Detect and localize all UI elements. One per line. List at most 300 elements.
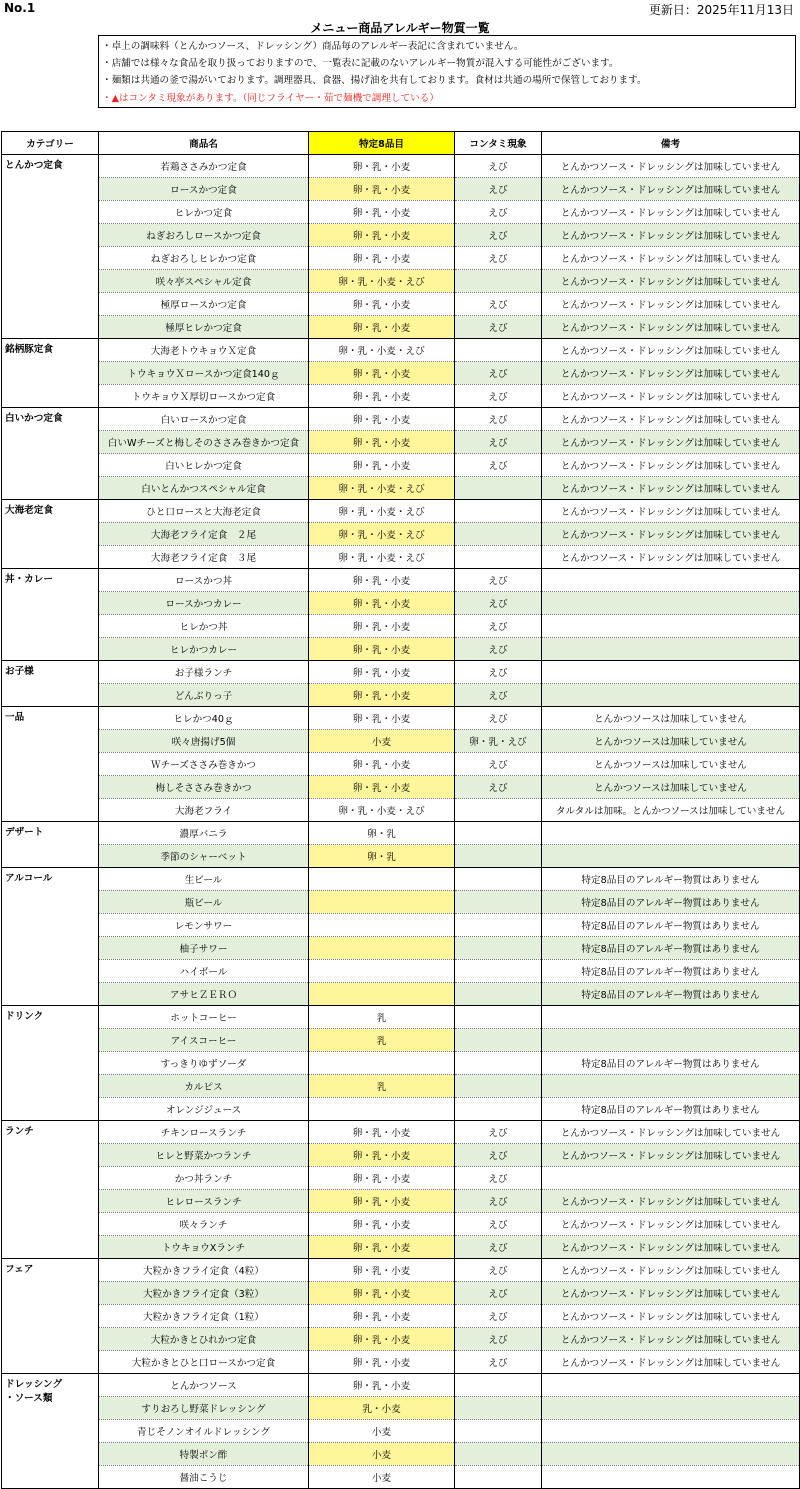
table-row <box>2 270 800 293</box>
item-allergens-cell: 卵・乳・小麦 <box>309 1328 455 1351</box>
table-row <box>2 960 800 983</box>
item-note-cell: とんかつソース・ドレッシングは加味していません <box>542 431 800 454</box>
item-contam-cell <box>455 546 542 569</box>
item-allergens-cell: 卵・乳・小麦 <box>309 224 455 247</box>
item-note-cell: 特定8品目のアレルギー物質はありません <box>542 1098 800 1121</box>
item-allergens-cell <box>309 868 455 891</box>
item-contam-cell: えび <box>455 661 542 684</box>
item-allergens-cell <box>309 937 455 960</box>
item-name-cell: チキンロースランチ <box>99 1121 309 1144</box>
item-contam-cell <box>455 1466 542 1489</box>
item-name-cell: 青じそノンオイルドレッシング <box>99 1420 309 1443</box>
item-note-cell <box>542 615 800 638</box>
table-row <box>2 316 800 339</box>
item-note-cell: とんかつソース・ドレッシングは加味していません <box>542 1236 800 1259</box>
table-row <box>2 638 800 661</box>
item-allergens-cell <box>309 891 455 914</box>
table-row <box>2 799 800 822</box>
table-row <box>2 1144 800 1167</box>
item-note-cell <box>542 661 800 684</box>
item-allergens-cell: 卵・乳・小麦 <box>309 776 455 799</box>
item-note-cell <box>542 1167 800 1190</box>
item-name-cell: 大粒かきフライ定食（4粒） <box>99 1259 309 1282</box>
item-note-cell: とんかつソースは加味していません <box>542 753 800 776</box>
item-name-cell: オレンジジュース <box>99 1098 309 1121</box>
item-contam-cell: えび <box>455 592 542 615</box>
item-note-cell: とんかつソース・ドレッシングは加味していません <box>542 1282 800 1305</box>
item-contam-cell <box>455 1374 542 1397</box>
table-row <box>2 1190 800 1213</box>
item-contam-cell: えび <box>455 362 542 385</box>
item-allergens-cell: 卵・乳・小麦・えび <box>309 477 455 500</box>
item-name-cell: トウキョウXランチ <box>99 1236 309 1259</box>
item-contam-cell <box>455 270 542 293</box>
item-contam-cell <box>455 1006 542 1029</box>
item-name-cell: ヒレと野菜かつランチ <box>99 1144 309 1167</box>
item-contam-cell: えび <box>455 178 542 201</box>
item-contam-cell <box>455 1075 542 1098</box>
table-row <box>2 615 800 638</box>
category-cell: 銘柄豚定食 <box>2 339 99 408</box>
item-allergens-cell: 卵・乳・小麦 <box>309 155 455 178</box>
item-contam-cell: えび <box>455 1282 542 1305</box>
item-allergens-cell: 卵・乳・小麦 <box>309 1236 455 1259</box>
item-allergens-cell: 卵・乳・小麦・えび <box>309 523 455 546</box>
category-cell: とんかつ定食 <box>2 155 99 339</box>
table-row <box>2 707 800 730</box>
item-name-cell: どんぶりっ子 <box>99 684 309 707</box>
item-allergens-cell <box>309 1052 455 1075</box>
item-contam-cell <box>455 799 542 822</box>
item-name-cell: ヒレかつカレー <box>99 638 309 661</box>
item-name-cell: ハイボール <box>99 960 309 983</box>
table-row <box>2 1351 800 1374</box>
item-note-cell: とんかつソース・ドレッシングは加味していません <box>542 247 800 270</box>
item-contam-cell <box>455 1420 542 1443</box>
item-allergens-cell: 卵・乳・小麦 <box>309 247 455 270</box>
item-contam-cell: えび <box>455 1144 542 1167</box>
item-note-cell: とんかつソース・ドレッシングは加味していません <box>542 1190 800 1213</box>
table-row <box>2 891 800 914</box>
table-row <box>2 592 800 615</box>
item-allergens-cell: 卵・乳・小麦 <box>309 661 455 684</box>
item-contam-cell: えび <box>455 753 542 776</box>
item-name-cell: アサヒＺＥＲＯ <box>99 983 309 1006</box>
item-note-cell: とんかつソース・ドレッシングは加味していません <box>542 1351 800 1374</box>
item-contam-cell: えび <box>455 224 542 247</box>
item-note-cell: 特定8品目のアレルギー物質はありません <box>542 983 800 1006</box>
item-name-cell: ロースかつ定食 <box>99 178 309 201</box>
item-note-cell: 特定8品目のアレルギー物質はありません <box>542 1052 800 1075</box>
item-note-cell: とんかつソース・ドレッシングは加味していません <box>542 155 800 178</box>
item-allergens-cell: 卵・乳・小麦 <box>309 1167 455 1190</box>
item-note-cell <box>542 1443 800 1466</box>
item-contam-cell <box>455 914 542 937</box>
item-contam-cell: えび <box>455 431 542 454</box>
item-name-cell: 咲々ランチ <box>99 1213 309 1236</box>
item-allergens-cell: 卵・乳・小麦 <box>309 1144 455 1167</box>
item-note-cell <box>542 1466 800 1489</box>
table-row <box>2 1282 800 1305</box>
table-row <box>2 822 800 845</box>
table-row <box>2 914 800 937</box>
item-name-cell: すりおろし野菜ドレッシング <box>99 1397 309 1420</box>
table-row <box>2 753 800 776</box>
item-contam-cell: えび <box>455 569 542 592</box>
item-note-cell: とんかつソースは加味していません <box>542 776 800 799</box>
item-allergens-cell <box>309 960 455 983</box>
updated-date: 更新日：2025年11月13日 <box>648 3 794 17</box>
item-name-cell: 咲々亭スペシャル定食 <box>99 270 309 293</box>
item-contam-cell <box>455 339 542 362</box>
item-note-cell: とんかつソース・ドレッシングは加味していません <box>542 477 800 500</box>
item-contam-cell: えび <box>455 1121 542 1144</box>
item-name-cell: カルピス <box>99 1075 309 1098</box>
item-name-cell: ロースかつカレー <box>99 592 309 615</box>
item-contam-cell <box>455 960 542 983</box>
item-contam-cell <box>455 983 542 1006</box>
table-row <box>2 845 800 868</box>
category-cell: お子様 <box>2 661 99 707</box>
item-allergens-cell: 卵・乳・小麦・えび <box>309 500 455 523</box>
category-cell: アルコール <box>2 868 99 1006</box>
item-name-cell: ねぎおろしヒレかつ定食 <box>99 247 309 270</box>
table-body <box>2 155 800 1489</box>
table-row <box>2 1397 800 1420</box>
table-row <box>2 569 800 592</box>
item-contam-cell: えび <box>455 1351 542 1374</box>
item-name-cell: 特製ポン酢 <box>99 1443 309 1466</box>
table-row <box>2 546 800 569</box>
item-contam-cell <box>455 845 542 868</box>
table-row <box>2 224 800 247</box>
item-name-cell: 白いとんかつスペシャル定食 <box>99 477 309 500</box>
item-note-cell <box>542 1029 800 1052</box>
item-allergens-cell <box>309 914 455 937</box>
item-name-cell: ロースかつ丼 <box>99 569 309 592</box>
item-contam-cell: えび <box>455 155 542 178</box>
item-contam-cell: えび <box>455 1190 542 1213</box>
item-contam-cell <box>455 891 542 914</box>
item-note-cell <box>542 684 800 707</box>
table-header-row <box>2 132 800 155</box>
table-row <box>2 339 800 362</box>
item-note-cell: とんかつソース・ドレッシングは加味していません <box>542 500 800 523</box>
item-contam-cell: えび <box>455 1259 542 1282</box>
table-row <box>2 293 800 316</box>
item-name-cell: ねぎおろしロースかつ定食 <box>99 224 309 247</box>
item-contam-cell: えび <box>455 316 542 339</box>
category-cell: 丼・カレー <box>2 569 99 661</box>
item-note-cell: とんかつソース・ドレッシングは加味していません <box>542 1305 800 1328</box>
page-number: No.1 <box>4 1 36 15</box>
item-note-cell <box>542 845 800 868</box>
table-row <box>2 454 800 477</box>
item-name-cell: レモンサワー <box>99 914 309 937</box>
category-cell: ドリンク <box>2 1006 99 1121</box>
item-note-cell: とんかつソース・ドレッシングは加味していません <box>542 1121 800 1144</box>
item-contam-cell <box>455 477 542 500</box>
item-name-cell: Ｗチーズささみ巻きかつ <box>99 753 309 776</box>
item-name-cell: 大粒かきとひと口ロースかつ定食 <box>99 1351 309 1374</box>
item-note-cell: 特定8品目のアレルギー物質はありません <box>542 960 800 983</box>
item-allergens-cell: 卵・乳・小麦 <box>309 362 455 385</box>
table-row <box>2 1121 800 1144</box>
item-note-cell: とんかつソース・ドレッシングは加味していません <box>542 201 800 224</box>
item-name-cell: 濃厚バニラ <box>99 822 309 845</box>
item-name-cell: かつ丼ランチ <box>99 1167 309 1190</box>
item-allergens-cell: 卵・乳・小麦・えび <box>309 339 455 362</box>
table-row <box>2 1374 800 1397</box>
item-name-cell: 大海老トウキョウＸ定食 <box>99 339 309 362</box>
item-contam-cell: えび <box>455 615 542 638</box>
item-name-cell: トウキョウＸロースかつ定食140ｇ <box>99 362 309 385</box>
table-row <box>2 408 800 431</box>
item-note-cell: とんかつソース・ドレッシングは加味していません <box>542 1259 800 1282</box>
item-contam-cell <box>455 868 542 891</box>
item-allergens-cell: 乳 <box>309 1029 455 1052</box>
item-note-cell: とんかつソース・ドレッシングは加味していません <box>542 546 800 569</box>
item-note-cell: とんかつソース・ドレッシングは加味していません <box>542 1328 800 1351</box>
item-name-cell: ホットコーヒー <box>99 1006 309 1029</box>
item-contam-cell: えび <box>455 1236 542 1259</box>
item-name-cell: ひと口ロースと大海老定食 <box>99 500 309 523</box>
item-contam-cell: えび <box>455 707 542 730</box>
item-note-cell <box>542 592 800 615</box>
item-name-cell: 白いヒレかつ定食 <box>99 454 309 477</box>
table-row <box>2 730 800 753</box>
item-allergens-cell: 卵・乳・小麦 <box>309 753 455 776</box>
item-contam-cell: えび <box>455 201 542 224</box>
item-note-cell <box>542 1420 800 1443</box>
item-allergens-cell: 卵・乳・小麦 <box>309 1259 455 1282</box>
category-cell: 大海老定食 <box>2 500 99 569</box>
table-row <box>2 385 800 408</box>
item-contam-cell <box>455 1052 542 1075</box>
item-note-cell: とんかつソース・ドレッシングは加味していません <box>542 385 800 408</box>
item-name-cell: 瓶ビール <box>99 891 309 914</box>
item-allergens-cell: 卵・乳 <box>309 845 455 868</box>
table-row <box>2 983 800 1006</box>
note-line: ・卓上の調味料（とんかつソース、ドレッシング）商品毎のアレルギー表記に含まれていません。 <box>102 41 524 52</box>
item-contam-cell <box>455 1098 542 1121</box>
item-note-cell: とんかつソース・ドレッシングは加味していません <box>542 224 800 247</box>
notes-box <box>98 35 796 108</box>
item-contam-cell <box>455 500 542 523</box>
table-row <box>2 1052 800 1075</box>
category-cell: ドレッシング ・ソース類 <box>2 1374 99 1489</box>
item-allergens-cell: 卵・乳・小麦 <box>309 1374 455 1397</box>
header-note: 備考 <box>542 132 800 155</box>
item-name-cell: ヒレかつ定食 <box>99 201 309 224</box>
table-row <box>2 868 800 891</box>
item-note-cell <box>542 1075 800 1098</box>
item-allergens-cell: 卵・乳・小麦 <box>309 454 455 477</box>
header-allergens: 特定8品目 <box>309 132 455 155</box>
item-name-cell: 大粒かきフライ定食（3粒） <box>99 1282 309 1305</box>
table-row <box>2 1006 800 1029</box>
item-note-cell <box>542 638 800 661</box>
item-allergens-cell <box>309 983 455 1006</box>
item-allergens-cell: 小麦 <box>309 1466 455 1489</box>
item-contam-cell: えび <box>455 1167 542 1190</box>
header-name: 商品名 <box>99 132 309 155</box>
item-note-cell: とんかつソース・ドレッシングは加味していません <box>542 293 800 316</box>
item-contam-cell: えび <box>455 1305 542 1328</box>
item-allergens-cell: 卵・乳・小麦 <box>309 1351 455 1374</box>
header-contam: コンタミ現象 <box>455 132 542 155</box>
allergen-table <box>1 131 800 1489</box>
table-row <box>2 1213 800 1236</box>
item-name-cell: 大海老フライ定食 ２尾 <box>99 523 309 546</box>
item-note-cell: 特定8品目のアレルギー物質はありません <box>542 937 800 960</box>
table-row <box>2 1236 800 1259</box>
item-allergens-cell: 卵・乳・小麦 <box>309 1121 455 1144</box>
item-allergens-cell: 小麦 <box>309 730 455 753</box>
item-name-cell: アイスコーヒー <box>99 1029 309 1052</box>
item-contam-cell: えび <box>455 638 542 661</box>
item-note-cell <box>542 569 800 592</box>
table-row <box>2 178 800 201</box>
item-contam-cell <box>455 1029 542 1052</box>
item-note-cell: とんかつソース・ドレッシングは加味していません <box>542 270 800 293</box>
table-row <box>2 155 800 178</box>
item-name-cell: 大粒かきとひれかつ定食 <box>99 1328 309 1351</box>
item-contam-cell: 卵・乳・えび <box>455 730 542 753</box>
item-note-cell: とんかつソース・ドレッシングは加味していません <box>542 1213 800 1236</box>
item-contam-cell: えび <box>455 1328 542 1351</box>
category-cell: フェア <box>2 1259 99 1374</box>
item-name-cell: 白いロースかつ定食 <box>99 408 309 431</box>
table-row <box>2 1167 800 1190</box>
item-note-cell: とんかつソース・ドレッシングは加味していません <box>542 362 800 385</box>
item-allergens-cell: 卵・乳・小麦 <box>309 178 455 201</box>
header-category: カテゴリー <box>2 132 99 155</box>
item-name-cell: ヒレかつ40ｇ <box>99 707 309 730</box>
table-row <box>2 201 800 224</box>
table-row <box>2 500 800 523</box>
item-note-cell <box>542 1397 800 1420</box>
note-line: ・麺類は共通の釜で湯がいております。調理器具、食器、揚げ油を共有しております。食材は共通の場所で保管しております。 <box>102 75 647 87</box>
item-contam-cell <box>455 1397 542 1420</box>
item-allergens-cell: 卵・乳・小麦 <box>309 201 455 224</box>
item-note-cell: とんかつソース・ドレッシングは加味していません <box>542 1144 800 1167</box>
table-row <box>2 1259 800 1282</box>
item-allergens-cell: 卵・乳・小麦 <box>309 316 455 339</box>
table-row <box>2 247 800 270</box>
item-note-cell: とんかつソースは加味していません <box>542 707 800 730</box>
item-allergens-cell: 卵・乳・小麦 <box>309 293 455 316</box>
item-note-cell <box>542 1006 800 1029</box>
item-contam-cell <box>455 822 542 845</box>
item-name-cell: 咲々唐揚げ5個 <box>99 730 309 753</box>
item-name-cell: お子様ランチ <box>99 661 309 684</box>
table-row <box>2 1029 800 1052</box>
item-contam-cell: えび <box>455 408 542 431</box>
item-note-cell <box>542 822 800 845</box>
item-name-cell: 極厚ヒレかつ定食 <box>99 316 309 339</box>
item-allergens-cell: 乳・小麦 <box>309 1397 455 1420</box>
item-contam-cell <box>455 523 542 546</box>
item-allergens-cell: 小麦 <box>309 1443 455 1466</box>
table-row <box>2 937 800 960</box>
item-allergens-cell: 卵・乳・小麦 <box>309 569 455 592</box>
item-name-cell: 柚子サワー <box>99 937 309 960</box>
item-contam-cell <box>455 1443 542 1466</box>
item-allergens-cell: 乳 <box>309 1075 455 1098</box>
item-note-cell: 特定8品目のアレルギー物質はありません <box>542 891 800 914</box>
item-name-cell: 醤油こうじ <box>99 1466 309 1489</box>
table-row <box>2 1466 800 1489</box>
table-row <box>2 1305 800 1328</box>
item-note-cell: 特定8品目のアレルギー物質はありません <box>542 914 800 937</box>
category-cell: ランチ <box>2 1121 99 1259</box>
item-note-cell: とんかつソース・ドレッシングは加味していません <box>542 178 800 201</box>
item-note-cell: 特定8品目のアレルギー物質はありません <box>542 868 800 891</box>
table-row <box>2 477 800 500</box>
note-line: ・店舗では様々な食品を取り扱っておりますので、一覧表に記載のないアレルギー物質が混入する可能性がございます。 <box>102 58 619 70</box>
item-allergens-cell <box>309 1098 455 1121</box>
item-name-cell: 生ビール <box>99 868 309 891</box>
item-name-cell: 季節のシャーベット <box>99 845 309 868</box>
table-row <box>2 1075 800 1098</box>
item-name-cell: ヒレロースランチ <box>99 1190 309 1213</box>
item-note-cell: とんかつソース・ドレッシングは加味していません <box>542 339 800 362</box>
item-name-cell: 大海老フライ <box>99 799 309 822</box>
item-allergens-cell: 卵・乳・小麦 <box>309 684 455 707</box>
item-allergens-cell: 卵・乳・小麦・えび <box>309 799 455 822</box>
category-cell: 一品 <box>2 707 99 822</box>
category-cell: デザート <box>2 822 99 868</box>
item-allergens-cell: 卵・乳・小麦 <box>309 1305 455 1328</box>
item-name-cell: 白いWチーズと梅しそのささみ巻きかつ定食 <box>99 431 309 454</box>
item-name-cell: 大海老フライ定食 ３尾 <box>99 546 309 569</box>
item-allergens-cell: 卵・乳・小麦 <box>309 638 455 661</box>
item-allergens-cell: 卵・乳・小麦・えび <box>309 546 455 569</box>
item-contam-cell: えび <box>455 385 542 408</box>
table-row <box>2 661 800 684</box>
item-allergens-cell: 乳 <box>309 1006 455 1029</box>
item-allergens-cell: 卵・乳・小麦 <box>309 408 455 431</box>
item-note-cell: とんかつソース・ドレッシングは加味していません <box>542 316 800 339</box>
item-allergens-cell: 卵・乳 <box>309 822 455 845</box>
item-name-cell: ヒレかつ丼 <box>99 615 309 638</box>
table-row <box>2 523 800 546</box>
item-note-cell: とんかつソースは加味していません <box>542 730 800 753</box>
item-allergens-cell: 卵・乳・小麦・えび <box>309 270 455 293</box>
item-allergens-cell: 卵・乳・小麦 <box>309 1282 455 1305</box>
item-note-cell <box>542 1374 800 1397</box>
item-contam-cell: えび <box>455 684 542 707</box>
table-row <box>2 776 800 799</box>
item-allergens-cell: 卵・乳・小麦 <box>309 1190 455 1213</box>
item-note-cell: タルタルは加味。とんかつソースは加味していません <box>542 799 800 822</box>
item-name-cell: すっきりゆずソーダ <box>99 1052 309 1075</box>
item-contam-cell: えび <box>455 454 542 477</box>
item-allergens-cell: 卵・乳・小麦 <box>309 1213 455 1236</box>
item-contam-cell: えび <box>455 776 542 799</box>
item-contam-cell <box>455 937 542 960</box>
page-title: メニュー商品アレルギー物質一覧 <box>310 21 490 35</box>
item-note-cell: とんかつソース・ドレッシングは加味していません <box>542 408 800 431</box>
item-contam-cell: えび <box>455 247 542 270</box>
item-note-cell: とんかつソース・ドレッシングは加味していません <box>542 523 800 546</box>
table-row <box>2 1328 800 1351</box>
table-row <box>2 1420 800 1443</box>
item-name-cell: 大粒かきフライ定食（1粒） <box>99 1305 309 1328</box>
item-name-cell: 極厚ロースかつ定食 <box>99 293 309 316</box>
item-note-cell: とんかつソース・ドレッシングは加味していません <box>542 454 800 477</box>
